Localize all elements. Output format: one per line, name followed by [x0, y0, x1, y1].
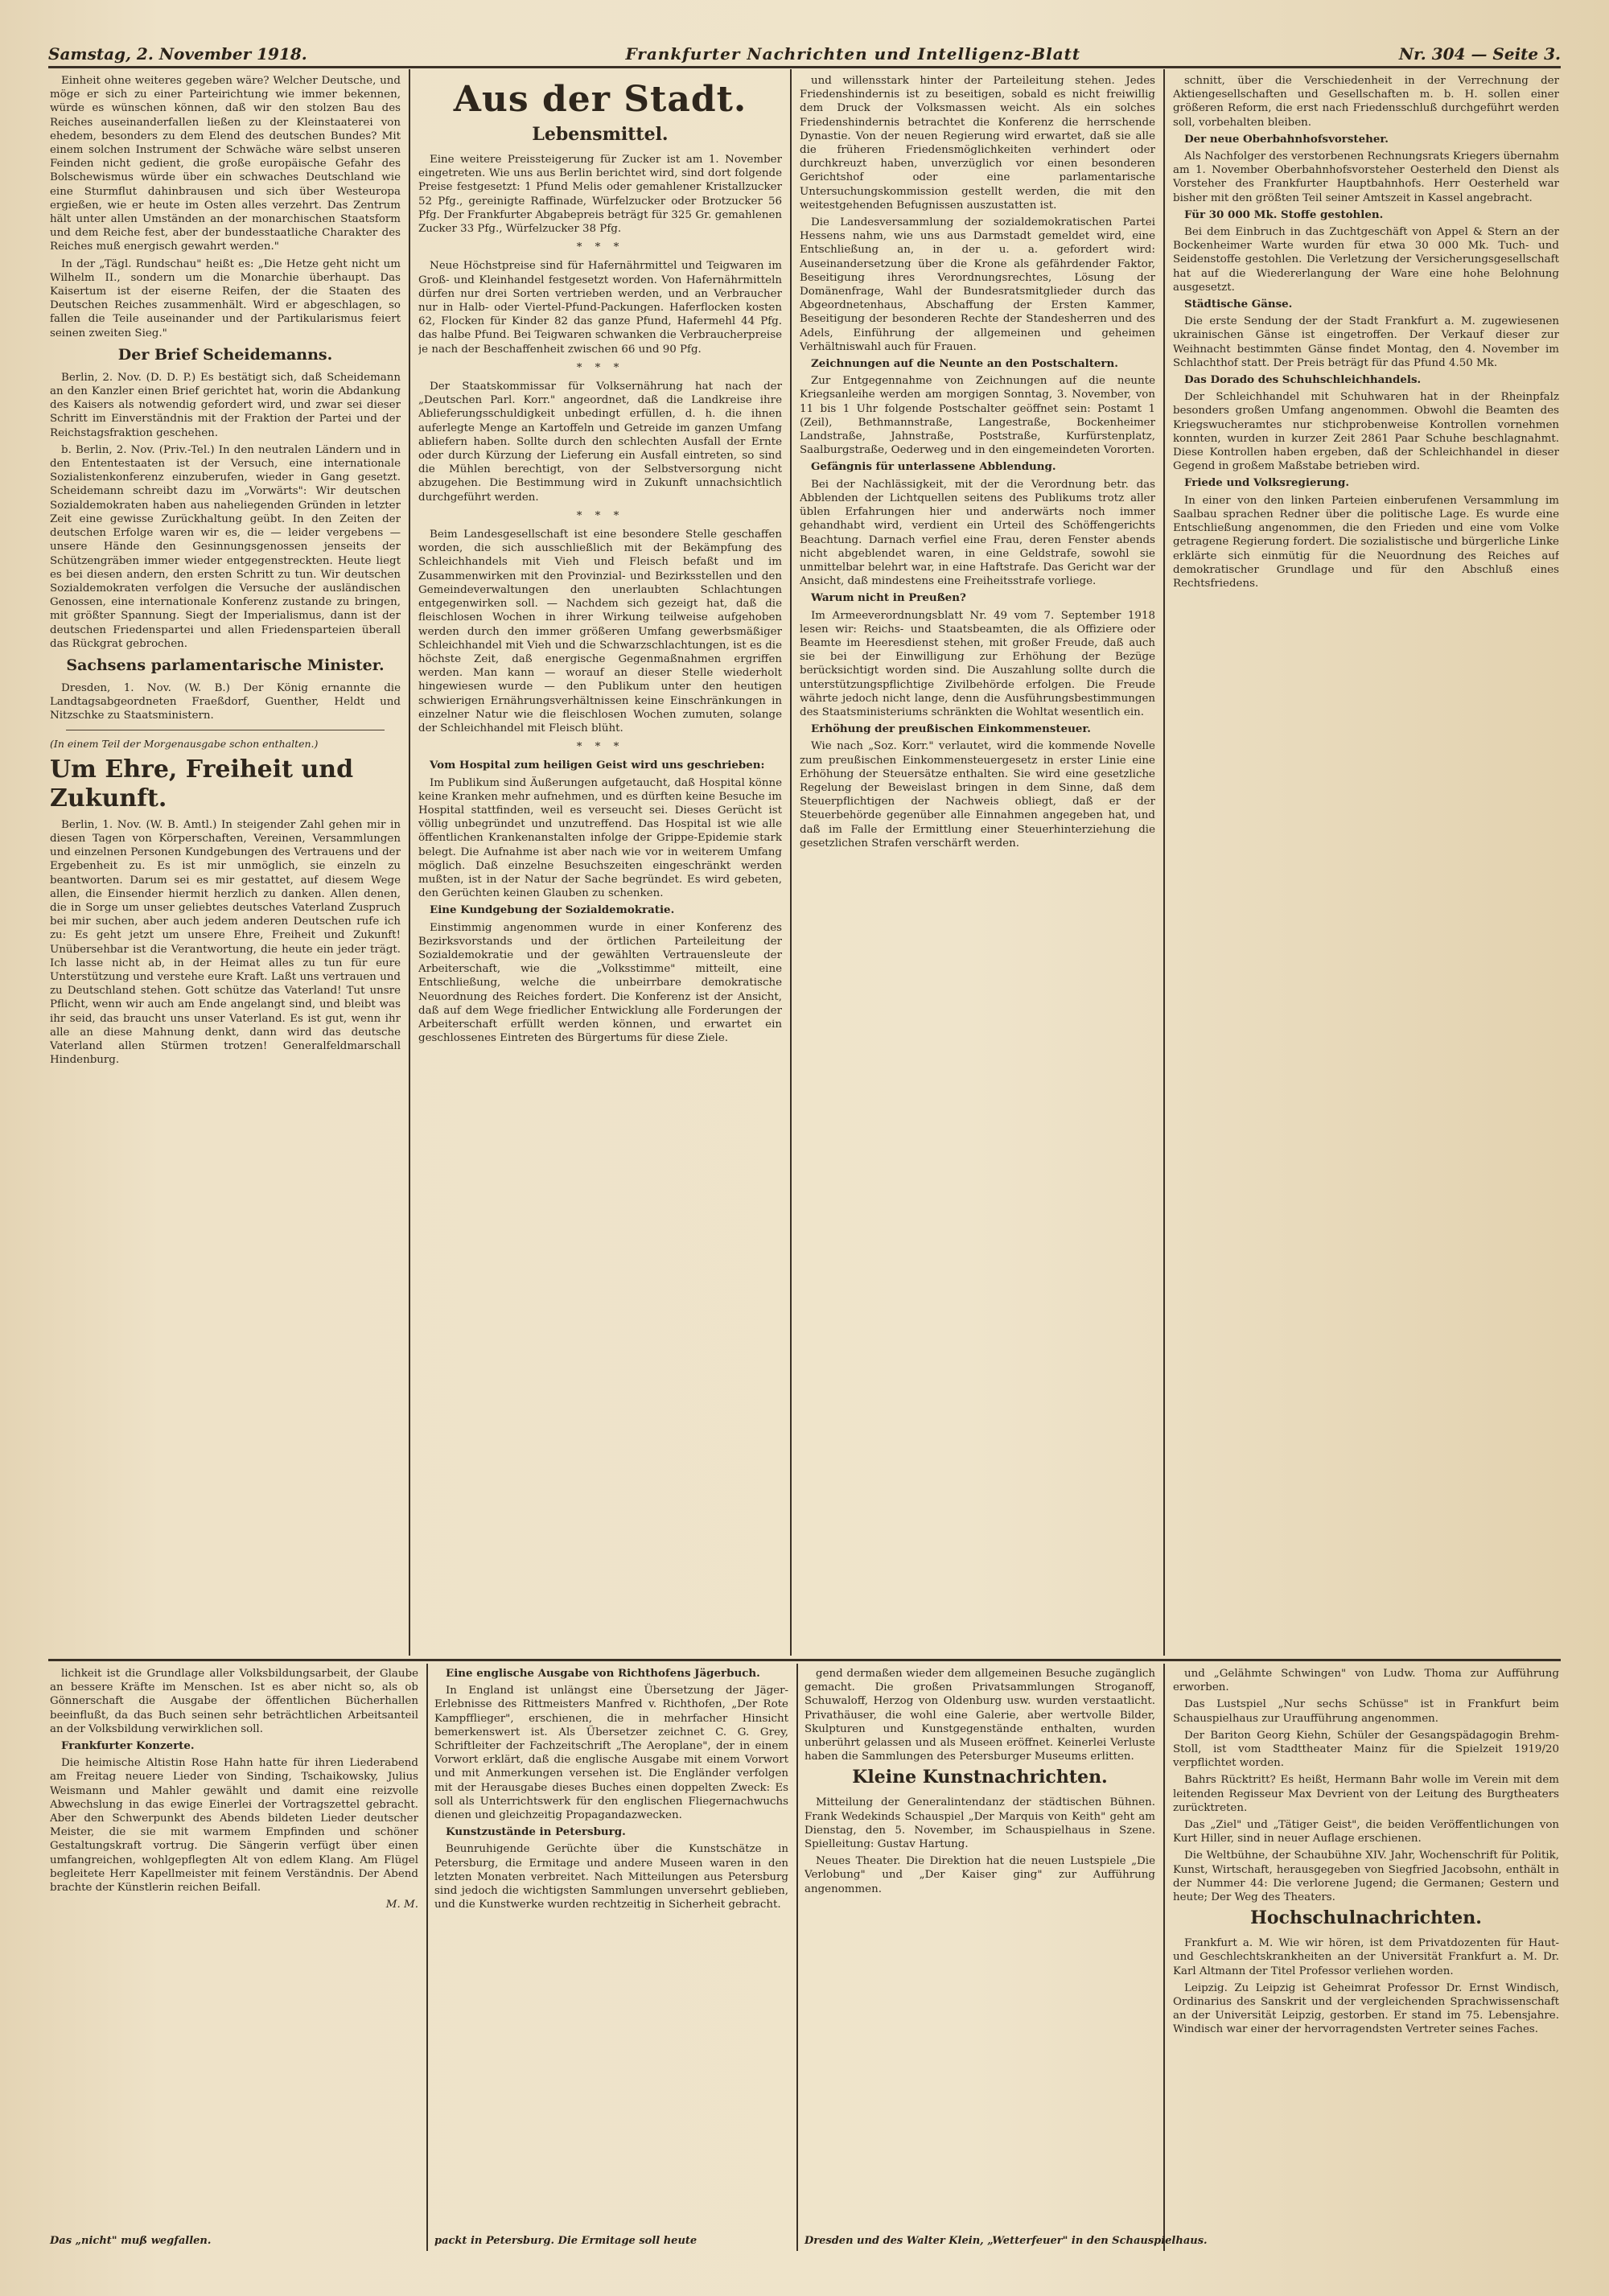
feuilleton-text: Leipzig. Zu Leipzig ist Geheimrat Professor Dr. Ernst Windisch, Ordinarius des Sanskrit und der vergleichenden Sprachwissenschaft an der Universität Leipzig, gestorben. Er stand im 75. Lebensjahre. Windisch war einer der hervorragendsten Vertreter seines Faches.: [1173, 1981, 1559, 2036]
header-date: Samstag, 2. November 1918.: [48, 44, 307, 64]
article-heading-friede: Friede und Volksregierung.: [1184, 476, 1350, 490]
article-text: Eine weitere Preissteigerung für Zucker ist am 1. November eingetreten. Wie uns aus Berlin berichtet wird, sind dort folgende Preise festgesetzt: 1 Pfund Melis oder gemahlener Kristallzucker 52 Pfg., gereinigte Raffinade, Würfelzucker oder Brotzucker 56 Pfg. Der Frankfurter Abgabepreis beträgt für 325 Gr. gemahlenen Zucker 33 Pfg., Würfelzucker 38 Pfg.: [418, 154, 782, 236]
subsection-heading-lebensmittel: Lebensmittel.: [532, 124, 669, 145]
column-rule: [409, 69, 410, 1656]
edition-note: (In einem Teil der Morgenausgabe schon enthalten.): [50, 737, 319, 750]
bottom-column-2: [434, 1667, 788, 2230]
article-text: Der Schleichhandel mit Schuhwaren hat in der Rheinpfalz besonders großen Umfang angenommen. Obwohl die Beamten des Kriegswucheramtes nur stichprobenweise Kontrollen vornehmen konnten, wurden in kurzer Zeit 2861 Paar Schuhe beschlagnahmt. Diese Kontrollen haben ergeben, daß der Schleichhandel in dieser Gegend in großem Maßstabe betrieben wird.: [1173, 391, 1559, 473]
article-heading-kundgebung: Eine Kundgebung der Sozialdemokratie.: [430, 903, 675, 917]
article-heading-dorado: Das Dorado des Schuhschleichhandels.: [1184, 373, 1422, 387]
column-rule: [426, 1664, 428, 2251]
column-rule: [796, 1664, 798, 2251]
article-heading-brief: Der Brief Scheidemanns.: [117, 345, 333, 364]
feuilleton-heading-kunstnachrichten: Kleine Kunstnachrichten.: [852, 1767, 1108, 1788]
header-issue: Nr. 304 — Seite 3.: [1398, 44, 1561, 64]
author-signature: M. M.: [385, 1899, 418, 1911]
feuilleton-heading-hochschul: Hochschulnachrichten.: [1250, 1907, 1482, 1929]
article-text: Bei der Nachlässigkeit, mit der die Verordnung betr. das Abblenden der Lichtquellen seitens des Publikums trotz aller üblen Erfahrungen hier und anderwärts noch immer gehandhabt wird, verdient ein Urteil des Schöffengerichts Beachtung. Darnach verfiel eine Frau, deren Fenster abends nicht abgeblendet waren, in eine Geldstrafe, sowohl sie unmittelbar belehrt war, in eine Haftstrafe. Das Gericht war der Ansicht, daß mindestens eine Freiheitsstrafe vorliege.: [800, 478, 1155, 588]
feuilleton-text: Mitteilung der Generalintendanz der städtischen Bühnen. Frank Wedekinds Schauspiel „Der Marquis von Keith" geht am Dienstag, den 5. November, im Schauspielhaus in Szene. Spielleitung: Gustav Hartung.: [804, 1796, 1155, 1851]
article-text: In einer von den linken Parteien einberufenen Versammlung im Saalbau sprachen Redner über die politische Lage. Es wurde eine Entschließung angenommen, die den Frieden und eine vom Volke getragene Regierung fordert. Die sozialistische und bürgerliche Linke erklärte sich einmütig für die Neuordnung des Reiches auf demokratischer Grundlage und für den Abschluß eines Rechtsfriedens.: [1173, 494, 1559, 590]
article-heading-sachsen: Sachsens parlamentarische Minister.: [66, 656, 385, 674]
separator-stars: * * *: [576, 241, 624, 254]
article-heading-einkommen: Erhöhung der preußischen Einkommensteuer.: [811, 722, 1091, 736]
feuilleton-text: Das „Ziel" und „Tätiger Geist", die beiden Veröffentlichungen von Kurt Hiller, sind in neuer Auflage erschienen.: [1173, 1819, 1559, 1845]
footer-continuation-right: Dresden und des Walter Klein, „Wetterfeuer" in den Schauspielhaus.: [804, 2235, 1208, 2247]
article-text: Wie nach „Soz. Korr." verlautet, wird die kommende Novelle zum preußischen Einkommensteuergesetz in erster Linie eine Erhöhung der Steuersätze enthalten. Sie wird eine gesetzliche Regelung der Beweislast bringen in dem Sinne, daß dem Steuerpflichtigen der Nachweis obliegt, daß er der Steuerbehörde gegenüber alle Einnahmen angegeben hat, und daß im Falle der Ermittlung einer Steuerhinterziehung die gesetzlichen Strafen verschärft werden.: [800, 740, 1155, 850]
separator-stars: * * *: [576, 361, 624, 374]
separator-stars: * * *: [576, 741, 624, 754]
feuilleton-heading-petersburg: Kunstzustände in Petersburg.: [446, 1825, 626, 1839]
footer-continuation-left: Das „nicht" muß wegfallen.: [50, 2235, 212, 2247]
article-heading-gefaengnis: Gefängnis für unterlassene Abblendung.: [811, 460, 1056, 474]
article-text: Neue Höchstpreise sind für Hafernährmittel und Teigwaren im Groß- und Kleinhandel festgesetzt worden. Von Hafernährmitteln dürfen nur drei Sorten vertrieben werden, und an Verbraucher nur in Halb- oder Viertel-Pfund-Packungen. Haferflocken kosten 62, Flocken für Kinder 82 das ganze Pfund, Hafermehl 44 Pfg. das halbe Pfund. Bei Teigwaren schwanken die Verbraucherpreise je nach der Beschaffenheit zwischen 66 und 90 Pfg.: [418, 260, 782, 356]
article-text: Dresden, 1. Nov. (W. B.) Der König ernannte die Landtagsabgeordneten Fraeßdorf, Guenther, Heldt und Nitzschke zu Staatsministern.: [50, 681, 401, 722]
column-3: [800, 74, 1155, 1654]
feuilleton-text: Die heimische Altistin Rose Hahn hatte für ihren Liederabend am Freitag neuere Lieder von Sinding, Tschaikowsky, Julius Weismann und Mahler gewählt und damit eine reizvolle Abwechslung in das ewige Einerlei der Vortragszettel gebracht. Aber den Schwerpunkt des Abends bildeten Lieder deutscher Meister, die sie mit warmem Empfinden und schöner Gestaltungskraft vortrug. Die Sängerin verfügt über einen umfangreichen, wohlgepflegten Alt von edlem Klang. Am Flügel begleitete Herr Kapellmeister mit feinem Verständnis. Der Abend brachte der Künstlerin reichen Beifall.: [50, 1757, 418, 1895]
feuilleton-text: und „Gelähmte Schwingen" von Ludw. Thoma zur Aufführung erworben.: [1173, 1668, 1559, 1694]
article-text: Einheit ohne weiteres gegeben wäre? Welcher Deutsche, und möge er sich zu einer Parteirichtung wie immer bekennen, würde es wünschen können, daß wir den stolzen Bau des Reiches auseinanderfallen ließen zu der Kleinstaaterei von ehedem, besonders zu dem Elend des deutschen Bundes? Mit einem solchen Instrument der Schwäche wäre selbst unseren Feinden nicht gedient, die große europäische Gefahr des Bolschewismus würde über ein schwaches Deutschland wie eine Sturmflut dahinbrausen und sich über Westeuropa ergießen, wie er heute im Osten alles verzehrt. Das Zentrum hält unter allen Umständen an der monarchischen Staatsform und dem Reiche fest, aber der bundesstaatliche Charakter des Reiches muß energisch gewahrt werden.": [50, 75, 401, 253]
article-text: und willensstark hinter der Parteileitung stehen. Jedes Friedenshindernis ist zu beseitigen, sobald es nicht freiwillig dem Druck der Volksmassen weicht. Als ein solches Friedenshindernis betrachtet die Konferenz die herrschende Dynastie. Von der neuen Regierung wird erwartet, daß sie alle die früheren Friedensmöglichkeiten verhindert oder durchkreuzt haben, unverzüglich vor einen besonderen Gerichtshof oder eine parlamentarische Untersuchungskommission gestellt werden, die mit den weitestgehenden Befugnissen auszustatten ist.: [800, 75, 1155, 212]
column-1: [50, 74, 401, 1654]
article-heading-stoffe: Für 30 000 Mk. Stoffe gestohlen.: [1184, 208, 1384, 221]
section-heading-stadt: Aus der Stadt.: [453, 79, 747, 120]
article-text: Der Staatskommissar für Volksernährung hat nach der „Deutschen Parl. Korr." angeordnet, daß die Landkreise ihre Ablieferungsschuldigkeit unbedingt erfüllen, d. h. die ihnen auferlegte Menge an Kartoffeln und Getreide im ganzen Umfang abliefern haben. Sollte durch den schlechten Ausfall der Ernte oder durch Kürzung der Lieferung ein Ausfall eintreten, so sind die Mühlen berechtigt, von der Selbstversorgung nicht abzugehen. Die Bestimmung wird in Zukunft unnachsichtlich durchgeführt werden.: [418, 381, 782, 504]
column-rule: [790, 69, 792, 1656]
footer-continuation-mid: packt in Petersburg. Die Ermitage soll heute: [434, 2235, 698, 2247]
feuilleton-heading-konzerte: Frankfurter Konzerte.: [61, 1739, 195, 1753]
article-text: In der „Tägl. Rundschau" heißt es: „Die Hetze geht nicht um Wilhelm II., sondern um die Monarchie überhaupt. Das Kaisertum ist der eiserne Reifen, der die Staaten des Deutschen Reiches zusammenhält. Wird er abgeschlagen, so fallen die Teile auseinander und der Partikularismus feiert seinen zweiten Sieg.": [50, 257, 401, 339]
article-text: schnitt, über die Verschiedenheit in der Verrechnung der Aktiengesellschaften und Gesellschaften m. b. H. sollen einer größeren Reform, die erst nach Friedensschluß durchgeführt werden soll, vorbehalten bleiben.: [1173, 75, 1559, 129]
article-text: Im Publikum sind Äußerungen aufgetaucht, daß Hospital könne keine Kranken mehr aufnehmen, und es dürften keine Besuche im Hospital stattfinden, weil es verseucht sei. Dieses Gerücht ist völlig unbegründet und unzutreffend. Das Hospital ist wie alle öffentlichen Krankenanstalten infolge der Grippe-Epidemie stark belegt. Die Aufnahme ist aber nach wie vor in weiterem Umfang möglich. Daß einzelne Besuchszeiten eingeschränkt werden mußten, ist in der Natur der Sache begründet. Es wird gebeten, den Gerüchten keinen Glauben zu schenken.: [418, 776, 782, 900]
article-text: Einstimmig angenommen wurde in einer Konferenz des Bezirksvorstands und der örtlichen Parteileitung der Sozialdemokratie und der gewählten Vertrauensleute der Arbeiterschaft, wie die „Volksstimme" mitteilt, eine Entschließung, welche die unbeirrbare demokratische Neuordnung des Reiches fordert. Die Konferenz ist der Ansicht, daß auf dem Wege friedlicher Entwicklung alle Forderungen der Arbeiterschaft erfüllt werden können, und erwartet ein geschlossenes Eintreten des Bürgertums für diese Ziele.: [418, 921, 782, 1045]
article-text: Als Nachfolger des verstorbenen Rechnungsrats Kriegers übernahm am 1. November Oberbahnhofsvorsteher Oesterheld den Dienst als Vorsteher des Frankfurter Hauptbahnhofs. Herr Oesterheld war bisher mit den größten Teil seiner Amtszeit in Kassel angebracht.: [1173, 150, 1559, 204]
bottom-column-1: [50, 1667, 418, 2230]
bottom-column-4: [1173, 1667, 1559, 2230]
article-heading-preussen: Warum nicht in Preußen?: [811, 591, 966, 605]
feuilleton-text: Die Weltbühne, der Schaubühne XIV. Jahr, Wochenschrift für Politik, Kunst, Wirtschaft, herausgegeben von Siegfried Jacobsohn, enthält in der Nummer 44: Die verlorene Jugend; die Germanen; Gestern und heute; Der Weg des Theaters.: [1173, 1850, 1559, 1904]
feuilleton-heading-richthofen: Eine englische Ausgabe von Richthofens Jägerbuch.: [446, 1667, 760, 1680]
article-heading-hospital: Vom Hospital zum heiligen Geist wird uns geschrieben:: [430, 759, 765, 772]
feuilleton-text: Neues Theater. Die Direktion hat die neuen Lustspiele „Die Verlobung" und „Der Kaiser ging" zur Aufführung angenommen.: [804, 1855, 1155, 1895]
feuilleton-text: lichkeit ist die Grundlage aller Volksbildungsarbeit, der Glaube an bessere Kräfte im Menschen. Ist es aber nicht so, als ob Gönnerschaft die Ausgabe der öffentlichen Bücherhallen beeinflußt, da das Buch seinen sehr beträchtlichen Arbeitsanteil an der Volksbildung verwirklichen soll.: [50, 1668, 418, 1735]
separator-stars: * * *: [576, 509, 624, 522]
article-heading-ehre: Um Ehre, Freiheit und Zukunft.: [50, 755, 354, 813]
feuilleton-text: Beunruhigende Gerüchte über die Kunstschätze in Petersburg, die Ermitage und andere Museen waren in den letzten Monaten verbreitet. Nach Mitteilungen aus Petersburg sind jedoch die wichtigsten Sammlungen unversehrt geblieben, und die Kunstwerke wurden rechtzeitig in Sicherheit gebracht.: [434, 1843, 788, 1911]
column-2: [418, 74, 782, 1654]
feuilleton-text: gend dermaßen wieder dem allgemeinen Besuche zugänglich gemacht. Die großen Privatsammlungen Stroganoff, Schuwaloff, Herzog von Oldenburg usw. wurden verstaatlicht. Privathäuser, die wohl eine Galerie, aber wertvolle Bilder, Skulpturen und Kunstgegenstände enthalten, wurden unberührt gelassen und als Museen eröffnet. Keinerlei Verluste haben die Sammlungen des Petersburger Museums erlitten.: [804, 1668, 1155, 1763]
article-text: Die Landesversammlung der sozialdemokratischen Partei Hessens nahm, wie uns aus Darmstadt gemeldet wird, eine Entschließung an, in der u. a. gefordert wird: Auseinandersetzung über die Krone als gefährdender Faktor, Beseitigung ihres Verordnungsrechtes, Lösung der Domänenfrage, Wahl der Bundesratsmitglieder durch das Abgeordnetenhaus, Abschaffung der Ersten Kammer, Beseitigung der besonderen Rechte der Standesherren und des Adels, Einführung der allgemeinen und geheimen Verhältniswahl auch für Frauen.: [800, 216, 1155, 353]
column-rule: [1163, 1664, 1165, 2251]
feuilleton-text: Frankfurt a. M. Wie wir hören, ist dem Privatdozenten für Haut- und Geschlechtskrankheiten an der Universität Frankfurt a. M. Dr. Karl Altmann der Titel Professor verliehen worden.: [1173, 1937, 1559, 1977]
feuilleton-text: Bahrs Rücktritt? Es heißt, Hermann Bahr wolle im Verein mit dem leitenden Regisseur Max Devrient von der Leitung des Burgtheaters zurücktreten.: [1173, 1774, 1559, 1814]
article-text: b. Berlin, 2. Nov. (Priv.-Tel.) In den neutralen Ländern und in den Ententestaaten ist der Versuch, eine internationale Sozialistenkonferenz einzuberufen, wieder in Gang gesetzt. Scheidemann schreibt dazu im „Vorwärts": Wir deutschen Sozialdemokraten haben aus naheliegenden Gründen in letzter Zeit eine gewisse Zurückhaltung geübt. In den Zeiten der deutschen Erfolge waren wir es, die — leider vergebens — unsere Hände den Gesinnungsgenossen jenseits der Schützengräben immer wieder entgegenstreckten. Heute liegt es bei diesen andern, den ersten Schritt zu tun. Wir deutschen Sozialdemokraten verfolgen die Versuche der ausländischen Genossen, eine internationale Konferenz zustande zu bringen, mit größter Spannung. Siegt der Imperialismus, dann ist der deutschen Friedenspartei und allen Friedensparteien überall das Rückgrat gebrochen.: [50, 443, 401, 650]
section-rule: [48, 1659, 1561, 1661]
column-rule: [1163, 69, 1165, 1656]
feuilleton-text: Das Lustspiel „Nur sechs Schüsse" ist in Frankfurt beim Schauspielhaus zur Uraufführung angenommen.: [1173, 1698, 1559, 1725]
article-text: Berlin, 2. Nov. (D. D. P.) Es bestätigt sich, daß Scheidemann an den Kanzler einen Brief gerichtet hat, worin die Abdankung des Kaisers als notwendig gefordert wird, und zwar sei dieser Schritt im Einverständnis mit der Fraktion der Partei und der Reichstagsfraktion geschehen.: [50, 371, 401, 439]
article-text: Die erste Sendung der der Stadt Frankfurt a. M. zugewiesenen ukrainischen Gänse ist eingetroffen. Der Verkauf dieser zur Weihnacht bestimmten Gänse findet Montag, den 4. November im Schlachthof statt. Der Preis beträgt für das Pfund 4.50 Mk.: [1173, 315, 1559, 369]
feuilleton-text: In England ist unlängst eine Übersetzung der Jäger-Erlebnisse des Rittmeisters Manfred v. Richthofen, „Der Rote Kampfflieger", erschienen, die in mehrfacher Hinsicht bemerkenswert ist. Als Übersetzer zeichnet C. G. Grey, Schriftleiter der Fachzeitschrift „The Aeroplane", der in einem Vorwort erklärt, daß die englische Ausgabe mit einem Vorwort und mit Anmerkungen versehen ist. Die Engländer verfolgen mit der Herausgabe dieses Buches einen doppelten Zweck: Es soll als Unterrichtswerk für den englischen Fliegernachwuchs dienen und gleichzeitig Propagandazwecken.: [434, 1685, 788, 1822]
column-4: [1173, 74, 1559, 1654]
article-heading-gaense: Städtische Gänse.: [1184, 298, 1293, 311]
article-text: Berlin, 1. Nov. (W. B. Amtl.) In steigender Zahl gehen mir in diesen Tagen von Körperschaften, Vereinen, Versammlungen und einzelnen Personen Kundgebungen des Vertrauens und der Ergebenheit zu. Es ist mir unmöglich, sie einzeln zu beantworten. Darum sei es mir gestattet, auf diesem Wege allen, die Einsender hiermit herzlich zu danken. Allen denen, die in Sorge um unser geliebtes deutsches Vaterland Zuspruch bei mir suchen, aber auch jedem anderen Deutschen rufe ich zu: Es geht jetzt um unsere Ehre, Freiheit und Zukunft! Unübersehbar ist die Verantwortung, die heute ein jeder trägt. Ich lasse nicht ab, in der Heimat alles zu tun für eure Unterstützung und verstehe eure Kraft. Laßt uns vertrauen und zu Deutschland stehen. Gott schütze das Vaterland! Tut unsre Pflicht, wenn wir auch am Ende angelangt sind, und bleibt was ihr seid, das braucht uns unser Vaterland. Es ist gut, wenn ihr alle an diese Mahnung denkt, dann wird das deutsche Vaterland allen Stürmen trotzen! Generalfeldmarschall Hindenburg.: [50, 818, 401, 1067]
article-text: Zur Entgegennahme von Zeichnungen auf die neunte Kriegsanleihe werden am morgigen Sonntag, 3. November, von 11 bis 1 Uhr folgende Postschalter geöffnet sein: Postamt 1 (Zeil), Bethmannstraße, Langestraße, Bockenheimer Landstraße, Jahnstraße, Poststraße, Kurfürstenplatz, Saalburgstraße, Oederweg und in den eingemeindeten Vororten.: [800, 375, 1155, 457]
page-header: [48, 42, 1561, 68]
bottom-column-3: [804, 1667, 1155, 2230]
article-text: Bei dem Einbruch in das Zuchtgeschäft von Appel & Stern an der Bockenheimer Warte wurden für etwa 30 000 Mk. Tuch- und Seidenstoffe gestohlen. Die Verletzung der Versicherungsgesellschaft hat auf die Wiedererlangung der Ware eine hohe Belohnung ausgesetzt.: [1173, 226, 1559, 294]
article-text: Im Armeeverordnungsblatt Nr. 49 vom 7. September 1918 lesen wir: Reichs- und Staatsbeamten, die als Offiziere oder Beamte im Heeresdienst stehen, mit großer Freude, daß auch sie bei der Einwilligung zur Erhöhung der Bezüge berücksichtigt worden sind. Die Auszahlung sollte durch die unterstützungspflichtige Zivilbehörde erfolgen. Die Freude währte jedoch nicht lange, denn die Ausführungsbestimmungen des Staatsministeriums schränkten die Wohltat wesentlich ein.: [800, 609, 1155, 718]
feuilleton-text: Der Bariton Georg Kiehn, Schüler der Gesangspädagogin Brehm-Stoll, ist vom Stadttheater Mainz für die Spielzeit 1919/20 verpflichtet worden.: [1173, 1729, 1559, 1770]
header-paper-name: Frankfurter Nachrichten und Intelligenz-Blatt: [625, 44, 1081, 64]
article-heading-ober: Der neue Oberbahnhofsvorsteher.: [1184, 132, 1389, 146]
article-heading-zeichnungen: Zeichnungen auf die Neunte an den Postschaltern.: [811, 357, 1118, 371]
article-text: Beim Landesgesellschaft ist eine besondere Stelle geschaffen worden, die sich ausschließlich mit der Bekämpfung des Schleichhandels mit Vieh und Fleisch befaßt und im Zusammenwirken mit den Provinzial- und Bezirksstellen und den Gemeindeverwaltungen den unerlaubten Schlachtungen entgegenwirken soll. — Nachdem sich gezeigt hat, daß die fleischlosen Wochen in ihrer Wirkung teilweise aufgehoben werden durch den immer größeren Umfang gewerbsmäßiger Schleichhandel mit Vieh und die Schwarzschlachtungen, ist es die höchste Zeit, daß energische Gegenmaßnahmen ergriffen werden. Man kann — worauf an dieser Stelle wiederholt hingewiesen wurde — den Publikum unter den heutigen schwierigen Ernährungsverhältnissen keine Einschränkungen in einzelner Natur wie die fleischlosen Wochen zumuten, solange der Schleichhandel mit Fleisch blüht.: [418, 529, 782, 734]
